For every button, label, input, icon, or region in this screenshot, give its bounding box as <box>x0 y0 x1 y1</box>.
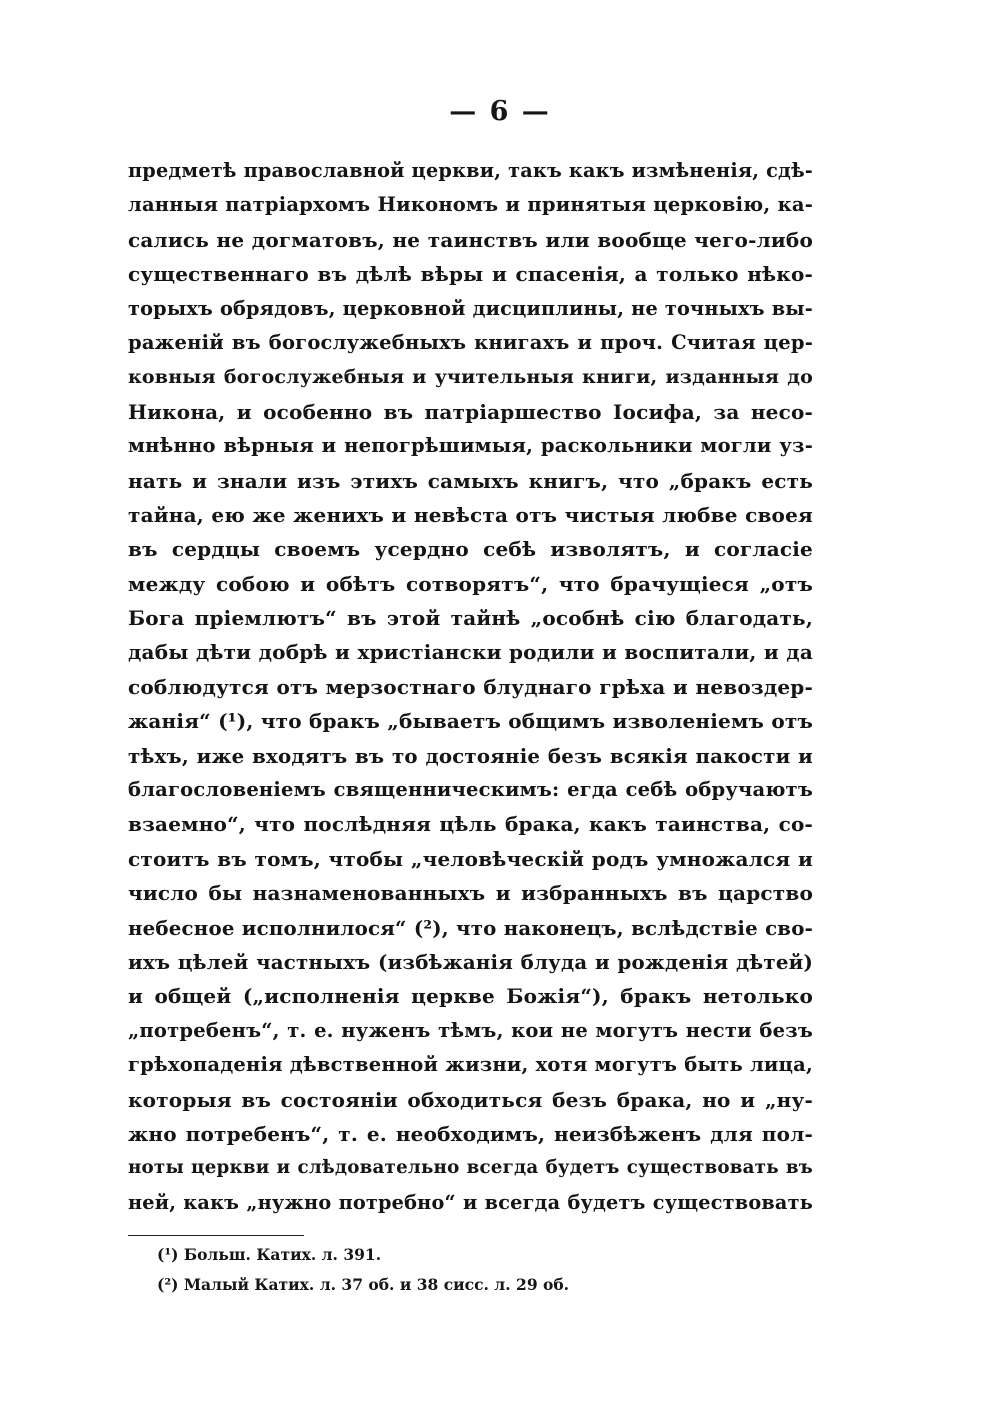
text-line: предметѣ православной церкви, такъ какъ измѣненія, сдѣ- <box>128 159 813 182</box>
footnote-1: (¹) Больш. Катих. л. 391. <box>157 1245 382 1264</box>
text-line: существеннаго въ дѣлѣ вѣры и спасенія, а только нѣко- <box>128 262 813 287</box>
text-line: между собою и обѣтъ сотворятъ“, что брачущіеся „отъ <box>128 571 813 596</box>
text-line: ланныя патріархомъ Никономъ и принятыя церковію, ка- <box>128 193 813 217</box>
text-line: грѣхопаденія дѣвственной жизни, хотя могутъ быть лица, <box>128 1053 813 1077</box>
text-line: въ сердцы своемъ усердно себѣ изволятъ, и согласіе <box>128 537 813 562</box>
text-line: дабы дѣти добрѣ и христіански родили и воспитали, и да <box>128 640 813 665</box>
page-number: — 6 — <box>449 96 551 127</box>
text-line: торыхъ обрядовъ, церковной дисциплины, не точныхъ вы- <box>128 296 813 320</box>
text-line: число бы назнаменованныхъ и избранныхъ въ царство <box>128 881 813 906</box>
text-line: небесное исполнилося“ (²), что наконецъ, вслѣдствіе сво- <box>128 915 813 940</box>
footnote-2: (²) Малый Катих. л. 37 об. и 38 сисс. л. 29 об. <box>157 1275 570 1294</box>
text-line: Никона, и особенно въ патріаршество Іосифа, за несо- <box>128 399 813 424</box>
text-line: Бога пріемлютъ“ въ этой тайнѣ „особнѣ сію благодать, <box>128 606 813 631</box>
footnote-divider <box>128 1235 304 1236</box>
text-line: тайна, ею же женихъ и невѣста отъ чистыя любве своея <box>128 502 813 527</box>
text-line: ихъ цѣлей частныхъ (избѣжанія блуда и рожденія дѣтей) <box>128 949 813 974</box>
text-line: благословеніемъ священническимъ: егда себѣ обручаютъ <box>128 778 813 802</box>
text-line: ней, какъ „нужно потребно“ и всегда будетъ существовать <box>128 1190 813 1214</box>
text-line: которыя въ состояніи обходиться безъ брака, но и „ну- <box>128 1087 813 1112</box>
body-text <box>128 154 813 1220</box>
text-line: жанія“ (¹), что бракъ „бываетъ общимъ изволеніемъ отъ <box>128 709 813 734</box>
text-line: соблюдутся отъ мерзостнаго блуднаго грѣха и невоздер- <box>128 674 813 699</box>
text-line: тѣхъ, иже входятъ въ то достояніе безъ всякія пакости и <box>128 743 813 768</box>
text-line: ноты церкви и слѣдовательно всегда будетъ существовать въ <box>128 1157 813 1179</box>
text-line: „потребенъ“, т. е. нуженъ тѣмъ, кои не могутъ нести безъ <box>128 1018 813 1042</box>
text-line: стоитъ въ томъ, чтобы „человѣческій родъ умножался и <box>128 846 813 871</box>
text-line: ковныя богослужебныя и учительныя книги, изданныя до <box>128 366 813 389</box>
text-line: взаемно“, что послѣдняя цѣль брака, какъ таинства, со- <box>128 812 813 837</box>
text-line: и общей („исполненія церкве Божія“), бракъ нетолько <box>128 984 813 1009</box>
text-line: мнѣнно вѣрныя и непогрѣшимыя, раскольники могли уз- <box>128 434 813 458</box>
text-line: жно потребенъ“, т. е. необходимъ, неизбѣженъ для пол- <box>128 1121 813 1146</box>
footnotes <box>157 1240 757 1300</box>
text-line: сались не догматовъ, не таинствъ или вообще чего-либо <box>128 227 813 252</box>
text-line: раженій въ богослужебныхъ книгахъ и проч. Считая цер- <box>128 330 813 354</box>
text-line: нать и знали изъ этихъ самыхъ книгъ, что „бракъ есть <box>128 468 813 493</box>
